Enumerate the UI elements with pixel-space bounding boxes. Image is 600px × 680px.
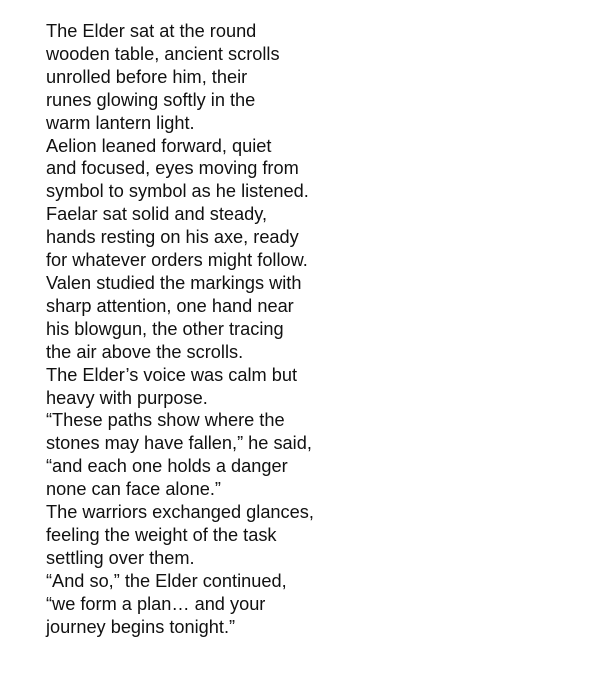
text-line: The Elder’s voice was calm but [46, 364, 298, 385]
text-line: Valen studied the markings with [46, 272, 302, 293]
story-text [46, 20, 566, 638]
text-line: runes glowing softly in the [46, 89, 256, 110]
text-line: for whatever orders might follow. [46, 250, 308, 271]
text-line: sharp attention, one hand near [46, 295, 294, 316]
text-line: wooden table, ancient scrolls [46, 43, 280, 64]
text-line: his blowgun, the other tracing [46, 318, 284, 339]
text-line: Faelar sat solid and steady, [46, 204, 268, 225]
text-line: “we form a plan… and your [46, 593, 266, 614]
text-line: Aelion leaned forward, quiet [46, 135, 272, 156]
text-line: warm lantern light. [46, 112, 195, 133]
text-line: hands resting on his axe, ready [46, 227, 299, 248]
text-line: unrolled before him, their [46, 66, 248, 87]
text-line: The Elder sat at the round [46, 21, 257, 41]
text-line: none can face alone.” [46, 479, 221, 500]
text-line: journey begins tonight.” [46, 616, 236, 637]
text-line: settling over them. [46, 547, 195, 568]
text-line: “and each one holds a danger [46, 456, 288, 477]
text-line: and focused, eyes moving from [46, 158, 299, 179]
text-line: the air above the scrolls. [46, 341, 244, 362]
text-line: heavy with purpose. [46, 387, 208, 408]
text-line: The warriors exchanged glances, [46, 502, 314, 523]
text-line: “And so,” the Elder continued, [46, 570, 287, 591]
text-line: “These paths show where the [46, 410, 285, 431]
text-line: stones may have fallen,” he said, [46, 433, 312, 454]
text-line: symbol to symbol as he listened. [46, 181, 309, 202]
text-line: feeling the weight of the task [46, 524, 277, 545]
